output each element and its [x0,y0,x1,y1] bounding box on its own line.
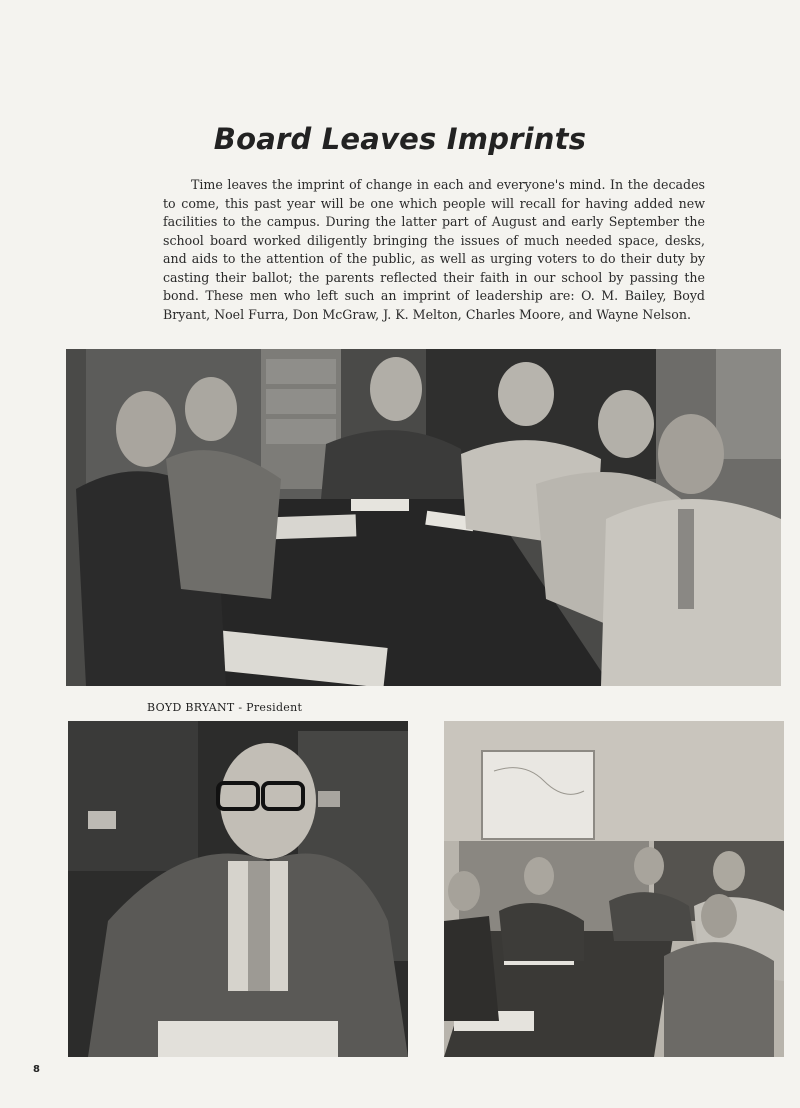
page-title: Board Leaves Imprints [213,122,587,156]
photo-caption: BOYD BRYANT - President [147,701,303,714]
president-photo [68,721,408,1057]
article-body: Time leaves the imprint of change in each and everyone's mind. In the decades to come, this past year will be one which people will recall for having added new facilities to the campus. During the latter part of August and early September the school board worked diligently bringing the issues of much needed space, desks, and aids to the attention of the public, as well as urging voters to do their duty by casting their ballot; the parents reflected their faith in our school by passing the bond. These men who left such an imprint of leadership are: O. M. Bailey, Boyd Bryant, Noel Furra, Don McGraw, J. K. Melton, Charles Moore, and Wayne Nelson. [163,177,705,322]
board-meeting-photo [444,721,784,1057]
page-number: 8 [33,1064,40,1075]
board-group-photo [66,349,781,686]
